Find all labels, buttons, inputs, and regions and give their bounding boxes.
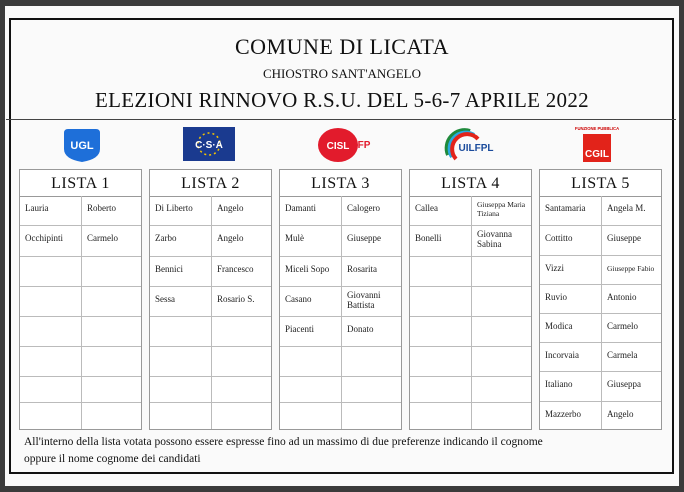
candidate-surname: Callea xyxy=(415,203,438,213)
candidate-surname: Occhipinti xyxy=(25,233,63,243)
table-row xyxy=(150,226,271,257)
list-column xyxy=(409,169,532,430)
candidate-surname: Sessa xyxy=(155,294,175,304)
table-row xyxy=(410,287,531,317)
election-title: ELEZIONI RINNOVO R.S.U. DEL 5-6-7 APRILE 2022 xyxy=(95,88,589,112)
list-column xyxy=(539,169,662,430)
venue-subtitle: CHIOSTRO SANT'ANGELO xyxy=(263,66,421,81)
table-row xyxy=(410,347,531,377)
instructions-line-2: oppure il nome cognome dei candidati xyxy=(24,453,201,465)
candidate-surname: Lauria xyxy=(25,203,49,213)
table-row xyxy=(280,317,401,347)
list-title: LISTA 3 xyxy=(280,170,401,197)
candidate-name: Giovanna Sabina xyxy=(477,229,512,249)
table-row xyxy=(280,257,401,287)
candidate-name: Giuseppa xyxy=(607,379,641,389)
ugl-logo-text: UGL xyxy=(70,140,94,152)
uilfpl-logo xyxy=(440,125,500,170)
list-column xyxy=(279,169,402,430)
ugl-logo xyxy=(62,127,102,168)
candidate-surname: Damanti xyxy=(285,203,316,213)
table-row xyxy=(410,317,531,347)
table-row xyxy=(150,287,271,317)
candidate-surname: Mulè xyxy=(285,233,304,243)
candidate-name: Calogero xyxy=(347,203,380,213)
table-row xyxy=(280,347,401,377)
cisl-logo-text: CISL xyxy=(326,141,350,152)
fp-cgil-top-text: FUNZIONE PUBBLICA xyxy=(574,126,620,131)
candidate-name: Carmelo xyxy=(87,233,118,243)
candidate-name: Carmelo xyxy=(607,321,638,331)
table-row xyxy=(20,317,141,347)
table-row xyxy=(20,377,141,403)
candidate-name: Angelo xyxy=(217,203,244,213)
candidate-name: Angela M. xyxy=(607,203,646,213)
candidate-name: Rosario S. xyxy=(217,294,255,304)
table-row xyxy=(20,287,141,317)
cisl-fp-logo xyxy=(316,126,372,169)
candidate-name: Angelo xyxy=(607,409,634,419)
candidate-name: Antonio xyxy=(607,292,637,302)
table-row xyxy=(280,226,401,257)
candidate-surname: Italiano xyxy=(545,379,573,389)
table-row xyxy=(280,196,401,226)
table-row xyxy=(20,257,141,287)
table-row xyxy=(540,314,661,343)
table-row xyxy=(540,226,661,256)
candidate-name: Carmela xyxy=(607,350,638,360)
table-row xyxy=(150,377,271,403)
list-title: LISTA 5 xyxy=(540,170,661,197)
candidate-surname: Casano xyxy=(285,294,312,304)
candidate-surname: Ruvio xyxy=(545,292,568,302)
candidate-surname: Di Liberto xyxy=(155,203,193,213)
table-row xyxy=(410,196,531,226)
table-row xyxy=(150,317,271,347)
candidate-surname: Santamaria xyxy=(545,203,586,213)
candidate-name: Giuseppe xyxy=(347,233,381,243)
candidate-name: Rosarita xyxy=(347,264,377,274)
table-row xyxy=(20,226,141,257)
candidate-name: Giuseppa Maria Tiziana xyxy=(477,200,526,218)
candidate-surname: Mazzerbo xyxy=(545,409,581,419)
csa-logo xyxy=(183,127,235,166)
table-row xyxy=(150,347,271,377)
table-row xyxy=(280,377,401,403)
voting-instructions xyxy=(24,434,664,468)
comune-title: COMUNE DI LICATA xyxy=(234,34,449,59)
cgil-logo-text: CGIL xyxy=(585,149,609,160)
candidate-surname: Bonelli xyxy=(415,233,442,243)
csa-logo-text: C·S·A xyxy=(195,140,223,151)
uilfpl-logo-text: UILFPL xyxy=(458,143,494,154)
table-row xyxy=(540,285,661,314)
candidate-name: Donato xyxy=(347,324,374,334)
table-row xyxy=(20,196,141,226)
candidate-surname: Incorvaia xyxy=(545,350,579,360)
candidate-surname: Zarbo xyxy=(155,233,177,243)
instructions-line-1: All'interno della lista votata possono essere espresse fino ad un massimo di due preferenze indicando il cognome xyxy=(24,436,543,448)
candidate-name: Giuseppe xyxy=(607,233,641,243)
candidate-surname: Piacenti xyxy=(285,324,314,334)
candidate-surname: Bennici xyxy=(155,264,183,274)
table-row xyxy=(20,347,141,377)
table-row xyxy=(410,226,531,257)
fp-cgil-logo xyxy=(574,124,620,169)
table-row xyxy=(150,257,271,287)
candidate-surname: Modica xyxy=(545,321,573,331)
table-row xyxy=(540,402,661,431)
candidate-surname: Cottitto xyxy=(545,233,573,243)
candidate-surname: Vizzi xyxy=(545,263,564,273)
table-row xyxy=(540,256,661,285)
list-title: LISTA 4 xyxy=(410,170,531,197)
candidate-name: Giuseppe Fabio xyxy=(607,264,655,273)
candidate-name: Roberto xyxy=(87,203,116,213)
candidate-name: Angelo xyxy=(217,233,244,243)
cisl-fp-text: FP xyxy=(357,140,371,151)
table-row xyxy=(540,372,661,402)
table-row xyxy=(410,257,531,287)
list-column xyxy=(19,169,142,430)
table-row xyxy=(150,196,271,226)
table-row xyxy=(410,377,531,403)
table-row xyxy=(540,343,661,372)
candidate-surname: Miceli Sopo xyxy=(285,264,330,274)
header-divider xyxy=(6,119,676,120)
candidate-name: Giovanni Battista xyxy=(347,290,381,310)
list-title: LISTA 2 xyxy=(150,170,271,197)
list-column xyxy=(149,169,272,430)
candidate-name: Francesco xyxy=(217,264,254,274)
table-row xyxy=(280,287,401,317)
list-title: LISTA 1 xyxy=(20,170,141,197)
table-row xyxy=(540,196,661,226)
